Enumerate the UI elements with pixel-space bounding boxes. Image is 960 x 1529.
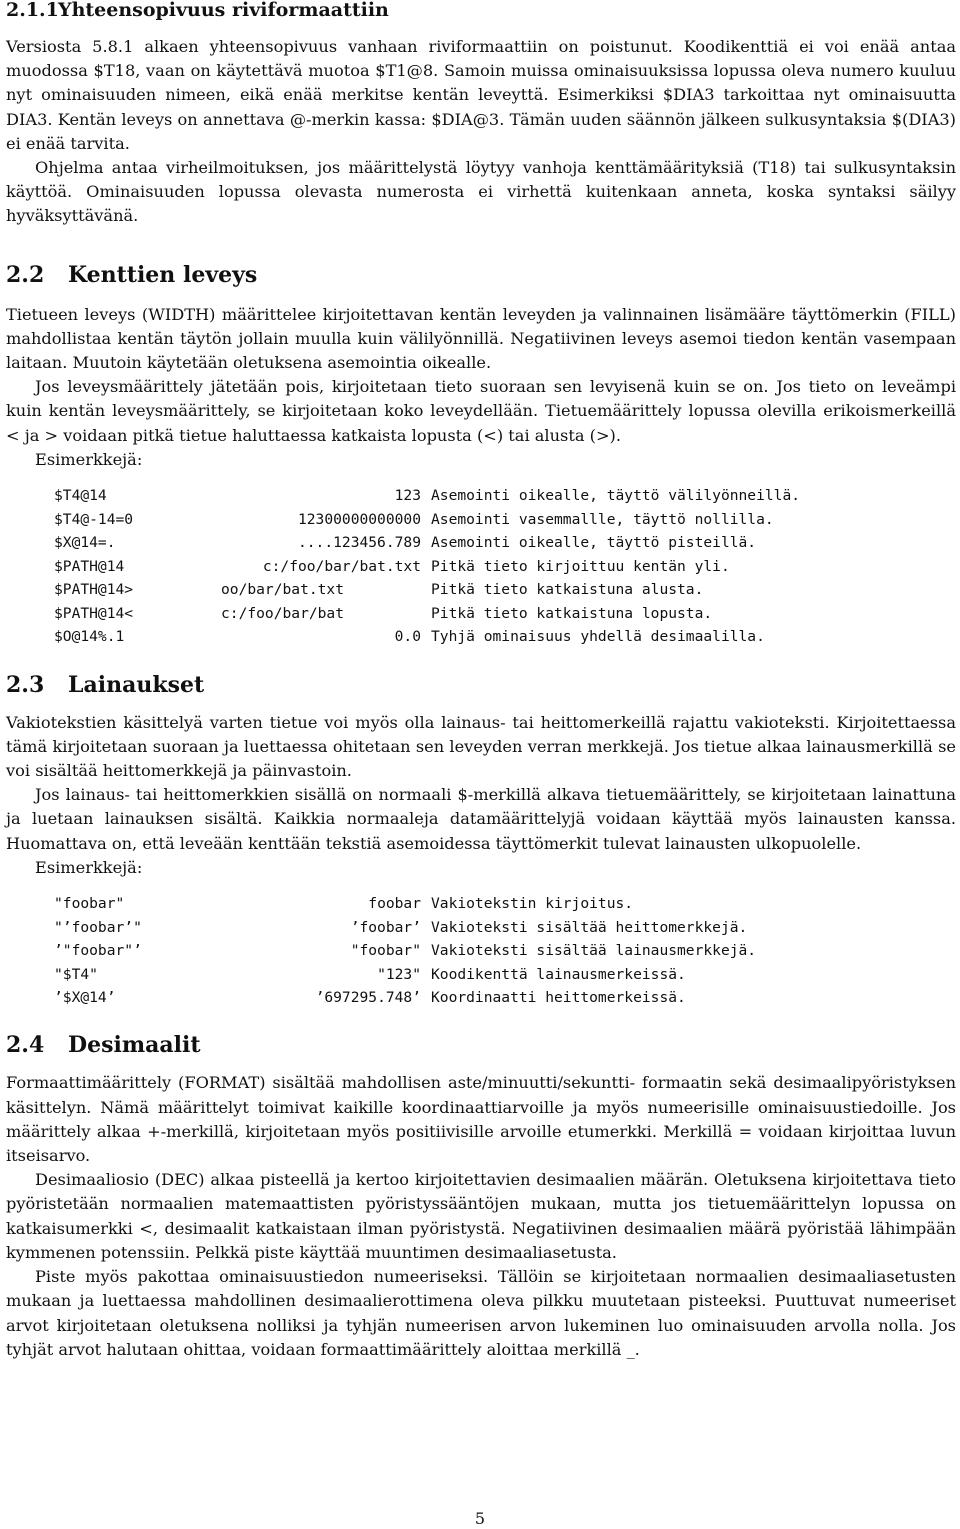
paragraph: Esimerkkejä: — [35, 857, 143, 877]
example-output: ....123456.789 — [297, 534, 421, 552]
example-description: Vakioteksti sisältää heittomerkkejä. — [431, 918, 748, 936]
table-row — [54, 602, 800, 626]
paragraph: Piste myös pakottaa ominaisuustiedon numeeriseksi. Tällöin se kirjoitetaan normaalien desimaaliasetusten mukaan ja luettaessa mahdollinen desimaalierottimena oleva pilkku muutetaan pisteeksi. Puuttuvat numeeriset arvot kirjoitetaan oletuksena nolliksi ja tyhjän numeerisen arvon lukeminen luo ominaisuuden arvolla nolla. Jos tyhjät arvot halutaan ohittaa, voidaan formaattimäärittely aloittaa merkillä _. — [6, 1267, 956, 1359]
table-row — [54, 939, 756, 963]
section-heading — [6, 1031, 956, 1059]
table-row — [54, 531, 800, 555]
example-description: Vakiotekstin kirjoitus. — [431, 895, 634, 913]
quote-examples-table — [54, 892, 756, 1010]
table-row — [54, 892, 756, 916]
example-code: $T4@-14=0 — [54, 510, 134, 528]
table-row — [54, 555, 800, 579]
example-output: c:/foo/bar/bat.txt — [262, 557, 421, 575]
example-output: foobar — [368, 895, 421, 913]
page-number: 5 — [474, 1509, 486, 1528]
subsection-heading — [6, 0, 956, 21]
width-examples-table — [54, 484, 800, 649]
example-output: ’697295.748’ — [315, 989, 421, 1007]
section-title: Desimaalit — [68, 1032, 201, 1059]
example-code: $PATH@14< — [54, 604, 134, 622]
section-title: Lainaukset — [68, 671, 205, 698]
paragraph: Desimaaliosio (DEC) alkaa pisteellä ja kertoo kirjoitettavien desimaalien määrän. Oletuksena kirjoitettava tieto pyöristetään normaalien matemaattisten pyöristyssääntöjen mukaan, mutta jos tietuemäärittelyn lopussa on katkaisumerkki <, desimaalit katkaistaan ilman pyöristystä. Negatiivinen desimaalien määrä pyöristää lähimpään kymmenen potenssiin. Pelkkä piste käyttää muuntimen desimaaliasetusta. — [6, 1170, 956, 1262]
example-description: Vakioteksti sisältää lainausmerkkejä. — [431, 942, 757, 960]
paragraph: Formaattimäärittely (FORMAT) sisältää mahdollisen aste/minuutti/sekuntti- formaatin sekä desimaalipyöristyksen käsittelyn. Nämä määrittelyt toimivat kaikille koordinaattiarvoille ja myös numeerisille ominaisuustiedoille. Jos määrittely alkaa +-merkillä, kirjoitetaan myös positiivisille arvoille etumerkki. Merkillä = voidaan kirjoittaa luvun itseisarvo. — [6, 1073, 956, 1166]
example-output: "foobar" — [350, 942, 421, 960]
example-description: Pitkä tieto katkaistuna lopusta. — [431, 604, 713, 622]
example-description: Asemointi vasemmallle, täyttö nollilla. — [431, 510, 774, 528]
table-row — [54, 578, 800, 602]
paragraph: Tietueen leveys (WIDTH) määrittelee kirjoitettavan kentän leveyden ja valinnainen lisämääre täyttömerkin (FILL) mahdollistaa kentän täytön jollain muulla kuin välilyönnillä. Negatiivinen leveys asemoi tiedon kentän vasempaan laitaan. Muutoin käytetään oletuksena asemointia oikealle. — [6, 304, 956, 373]
page-content — [6, 0, 956, 1362]
example-description: Tyhjä ominaisuus yhdellä desimaalilla. — [431, 628, 765, 646]
table-row — [54, 484, 800, 508]
example-output: oo/bar/bat.txt — [221, 581, 345, 599]
paragraph: Jos leveysmäärittely jätetään pois, kirjoitetaan tieto suoraan sen levyisenä kuin se on. Jos tieto on leveämpi kuin kentän leveysmäärittely, se kirjoitetaan koko leveydellään. Tietuemäärittely lopussa olevilla erikoismerkeillä < ja > voidaan pitkä tietue haluttaessa katkaista lopusta (<) tai alusta (>). — [6, 377, 956, 445]
example-code: $O@14%.1 — [54, 628, 125, 646]
section-number: 2.2 — [6, 261, 45, 288]
example-description: Pitkä tieto kirjoittuu kentän yli. — [431, 557, 730, 575]
example-code: "’foobar’" — [54, 918, 142, 936]
section-title: Kenttien leveys — [68, 261, 258, 288]
example-output: 123 — [394, 487, 421, 505]
example-code: ’$X@14’ — [54, 989, 116, 1007]
example-description: Koordinaatti heittomerkeissä. — [431, 989, 686, 1007]
section-number: 2.3 — [6, 671, 45, 698]
example-output: 12300000000000 — [297, 510, 421, 528]
example-code: ’"foobar"’ — [54, 942, 142, 960]
table-row — [54, 962, 756, 986]
example-code: $X@14=. — [54, 534, 116, 552]
table-row — [54, 625, 800, 649]
example-output: "123" — [377, 965, 421, 983]
paragraph: Versiosta 5.8.1 alkaen yhteensopivuus vanhaan riviformaattiin on poistunut. Koodikenttiä ei voi enää antaa muodossa $T18, vaan on käytettävä muotoa $T1@8. Samoin muissa ominaisuuksissa lopussa oleva numero kuuluu nyt ominaisuuden nimeen, eikä enää merkitse kentän leveyttä. Esimerkiksi $DIA3 tarkoittaa nyt ominaisuutta DIA3. Kentän leveys on annettava @-merkin kassa: $DIA@3. Tämän uuden säännön jälkeen sulkusyntaksia $(DIA3) ei enää tarvita. — [6, 37, 956, 153]
example-description: Asemointi oikealle, täyttö pisteillä. — [431, 534, 757, 552]
section-number: 2.4 — [6, 1032, 45, 1059]
paragraph: Esimerkkejä: — [35, 449, 143, 469]
example-code: $PATH@14> — [54, 581, 134, 599]
example-output: ’foobar’ — [350, 918, 421, 936]
section-heading — [6, 261, 956, 289]
example-code: $T4@14 — [54, 487, 107, 505]
paragraph: Jos lainaus- tai heittomerkkien sisällä on normaali $-merkillä alkava tietuemäärittely, se kirjoitetaan lainattuna ja luetaan lainauksen sisältä. Kaikkia normaaleja datamäärittelyjä voidaan käyttää myös lainausten kanssa. Huomattava on, että leveään kenttään tekstiä asemoidessa täyttömerkit tulevat lainausten ulkopuolelle. — [6, 785, 956, 853]
example-code: $PATH@14 — [54, 557, 125, 575]
table-row — [54, 986, 756, 1010]
example-description: Koodikenttä lainausmerkeissä. — [431, 965, 686, 983]
example-description: Asemointi oikealle, täyttö välilyönneillä. — [431, 487, 801, 505]
paragraph: Vakiotekstien käsittelyä varten tietue voi myös olla lainaus- tai heittomerkeillä rajattu vakioteksti. Kirjoitettaessa tämä kirjoitetaan suoraan ja luettaessa ohitetaan sen leveyden verran merkkejä. Jos tietue alkaa lainausmerkillä se voi sisältää heittomerkkejä ja päinvastoin. — [6, 712, 956, 780]
subsection-title: Yhteensopivuus riviformaattiin — [58, 0, 389, 21]
example-code: "$T4" — [54, 965, 98, 983]
subsection-number: 2.1.1 — [6, 0, 59, 21]
example-code: "foobar" — [54, 895, 125, 913]
table-row — [54, 508, 800, 532]
example-output: c:/foo/bar/bat — [221, 604, 345, 622]
example-description: Pitkä tieto katkaistuna alusta. — [431, 581, 704, 599]
section-heading — [6, 671, 956, 699]
example-output: 0.0 — [394, 628, 421, 646]
paragraph: Ohjelma antaa virheilmoituksen, jos määrittelystä löytyy vanhoja kenttämäärityksiä (T18) tai sulkusyntaksin käyttöä. Ominaisuuden lopussa olevasta numerosta ei virhettä kuitenkaan anneta, koska syntaksi säilyy hyväksyttävänä. — [6, 158, 956, 226]
table-row — [54, 915, 756, 939]
